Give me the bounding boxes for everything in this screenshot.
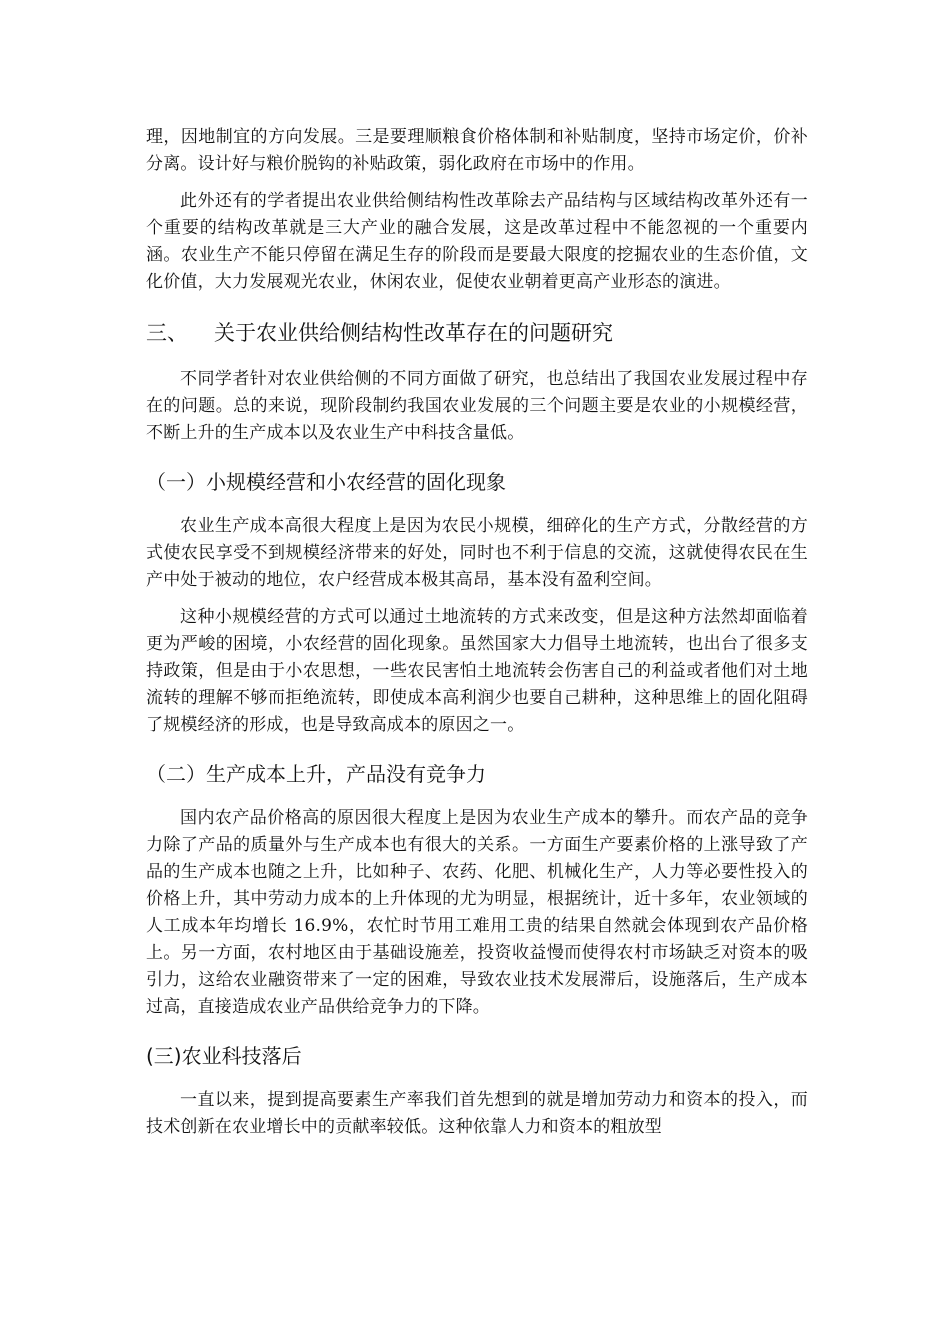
paragraph-1: 理，因地制宜的方向发展。三是要理顺粮食价格体制和补贴制度，坚持市场定价，价补分离。设计好与粮价脱钩的补贴政策，弱化政府在市场中的作用。 <box>146 127 808 174</box>
paragraph-5: 这种小规模经营的方式可以通过土地流转的方式来改变，但是这种方法然却面临着更为严峻的困境，小农经营的固化现象。虽然国家大力倡导土地流转，也出台了很多支持政策，但是由于小农思想，一些农民害怕土地流转会伤害自己的利益或者他们对土地流转的理解不够而拒绝流转，即使成本高利润少也要自己耕种，这种思维上的固化阻碍了规模经济的形成，也是导致高成本的原因之一。 <box>146 607 808 735</box>
subsection-heading-1: （一）小规模经营和小农经营的固化现象 <box>146 470 506 494</box>
subsection-heading-3: (三)农业科技落后 <box>146 1044 302 1068</box>
paragraph-6: 国内农产品价格高的原因很大程度上是因为农业生产成本的攀升。而农产品的竞争力除了产品的质量外与生产成本也有很大的关系。一方面生产要素价格的上涨导致了产品的生产成本也随之上升，比如种子、农药、化肥、机械化生产，人力等必要性投入的价格上升，其中劳动力成本的上升体现的尤为明显，根据统计，近十多年，农业领域的人工成本年均增长 16.9%，农忙时节用工难用工贵的结果自然就会体现到农产品价格上。另一方面，农村地区由于基础设施差，投资收益慢而使得农村市场缺乏对资本的吸引力，这给农业融资带来了一定的困难，导致农业技术发展滞后，设施落后，生产成本过高，直接造成农业产品供给竞争力的下降。 <box>146 808 808 1017</box>
document-page <box>146 124 808 1151</box>
section-heading-three <box>146 318 808 348</box>
paragraph-2: 此外还有的学者提出农业供给侧结构性改革除去产品结构与区域结构改革外还有一个重要的结构改革就是三大产业的融合发展，这是改革过程中不能忽视的一个重要内涵。农业生产不能只停留在满足生存的阶段而是要最大限度的挖掘农业的生态价值，文化价值，大力发展观光农业，休闲农业，促使农业朝着更高产业形态的演进。 <box>146 191 808 292</box>
paragraph-4: 农业生产成本高很大程度上是因为农民小规模，细碎化的生产方式，分散经营的方式使农民享受不到规模经济带来的好处，同时也不利于信息的交流，这就使得农民在生产中处于被动的地位，农户经营成本极其高昂，基本没有盈利空间。 <box>146 516 808 590</box>
section-title: 关于农业供给侧结构性改革存在的问题研究 <box>214 321 613 345</box>
subsection-heading-2: （二）生产成本上升，产品没有竞争力 <box>146 762 486 786</box>
paragraph-3: 不同学者针对农业供给侧的不同方面做了研究，也总结出了我国农业发展过程中存在的问题。总的来说，现阶段制约我国农业发展的三个问题主要是农业的小规模经营，不断上升的生产成本以及农业生产中科技含量低。 <box>146 369 808 443</box>
paragraph-7: 一直以来，提到提高要素生产率我们首先想到的就是增加劳动力和资本的投入，而技术创新在农业增长中的贡献率较低。这种依靠人力和资本的粗放型 <box>146 1090 808 1137</box>
section-number: 三、 <box>146 321 188 345</box>
